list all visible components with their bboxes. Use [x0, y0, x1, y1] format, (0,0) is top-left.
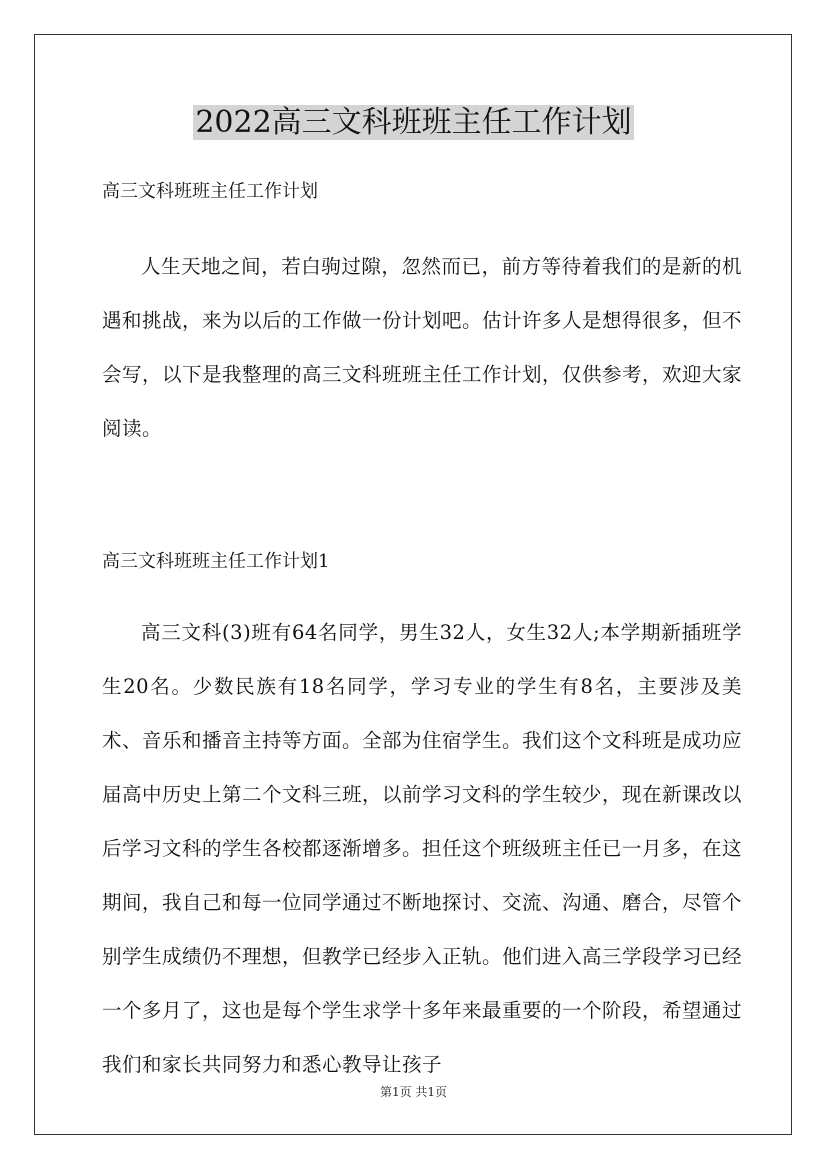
- spacer: [102, 208, 742, 240]
- document-subtitle: 高三文科班班主任工作计划: [102, 181, 318, 202]
- intro-paragraph: 人生天地之间，若白驹过隙，忽然而已，前方等待着我们的是新的机遇和挑战，来为以后的工作做一份计划吧。估计许多人是想得很多，但不会写，以下是我整理的高三文科班班主任工作计划，仅供参考，欢迎大家阅读。: [102, 255, 743, 440]
- page-number: 第1页 共1页: [379, 1085, 448, 1099]
- document-title: [0, 102, 827, 144]
- spacer: [102, 578, 742, 606]
- section-heading: 高三文科班班主任工作计划1: [102, 551, 330, 572]
- document-title-text: 2022高三文科班班主任工作计划: [195, 105, 632, 140]
- spacer: [102, 456, 742, 546]
- section-paragraph: 高三文科(3)班有64名同学，男生32人，女生32人;本学期新插班学生20名。少数民族有18名同学，学习专业的学生有8名，主要涉及美术、音乐和播音主持等方面。全部为住宿学生。我们这个文科班是成功应届高中历史上第二个文科三班，以前学习文科的学生较少，现在新课改以后学习文科的学生各校都逐渐增多。担任这个班级班主任已一月多，在这期间，我自己和每一位同学通过不断地探讨、交流、沟通、磨合，尽管个别学生成绩仍不理想，但教学已经步入正轨。他们进入高三学段学习已经一个多月了，这也是每个学生求学十多年来最重要的一个阶段，希望通过我们和家长共同努力和悉心教导让孩子: [102, 621, 743, 1076]
- document-body: [102, 176, 742, 1092]
